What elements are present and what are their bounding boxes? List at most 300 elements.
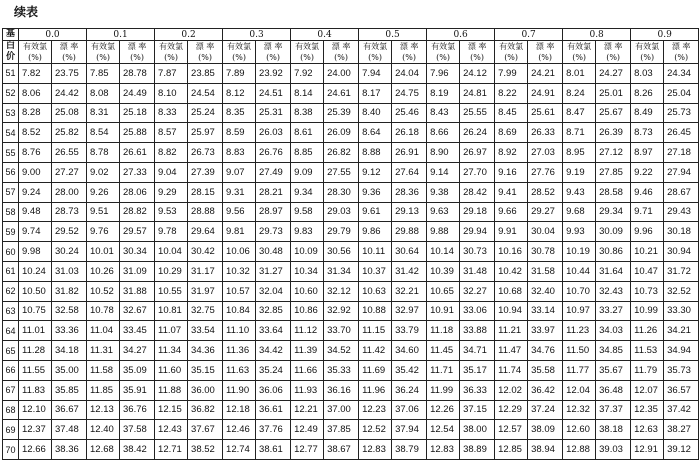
bleach-rate-cell: 27.27 xyxy=(52,162,87,182)
bleach-rate-cell: 33.88 xyxy=(460,321,495,341)
bleach-rate-cell: 34.18 xyxy=(52,341,87,361)
bleach-rate-cell: 24.21 xyxy=(528,64,563,84)
base-value-cell: 52 xyxy=(3,83,19,103)
table-body xyxy=(3,64,699,460)
bleach-rate-cell: 28.21 xyxy=(256,182,291,202)
effective-chlorine-cell: 9.96 xyxy=(631,222,664,242)
bleach-rate-cell: 32.40 xyxy=(528,281,563,301)
base-header-bottom xyxy=(3,41,19,64)
bleach-rate-cell: 28.30 xyxy=(324,182,359,202)
bleach-rate-cell: 38.67 xyxy=(324,440,359,460)
base-header-top: 基 xyxy=(3,29,19,41)
unit-label: (%) xyxy=(674,53,689,62)
bleach-rate-cell: 33.45 xyxy=(120,321,155,341)
unit-label: (%) xyxy=(232,53,246,62)
effective-chlorine-cell: 10.91 xyxy=(427,301,460,321)
bleach-rate-cell: 25.04 xyxy=(664,83,699,103)
bleach-rate-cell: 35.85 xyxy=(52,380,87,400)
bleach-rate-cell: 39.12 xyxy=(664,440,699,460)
effective-chlorine-cell: 11.71 xyxy=(427,360,460,380)
bleach-rate-cell: 32.52 xyxy=(664,281,699,301)
effective-chlorine-cell: 11.88 xyxy=(155,380,188,400)
bleach-rate-cell: 31.09 xyxy=(120,261,155,281)
effective-chlorine-cell: 11.07 xyxy=(155,321,188,341)
bleach-rate-cell: 27.94 xyxy=(664,162,699,182)
effective-chlorine-cell: 7.87 xyxy=(155,64,188,84)
bleach-rate-cell: 32.97 xyxy=(392,301,427,321)
table-row xyxy=(3,162,699,182)
group-header: 0.1 xyxy=(87,29,155,41)
effective-chlorine-cell: 10.55 xyxy=(155,281,188,301)
effective-chlorine-cell: 10.97 xyxy=(563,301,596,321)
unit-label: (%) xyxy=(504,53,519,62)
bleach-rate-cell: 32.21 xyxy=(392,281,427,301)
bleach-rate-cell: 35.33 xyxy=(324,360,359,380)
effective-chlorine-cell: 9.29 xyxy=(155,182,188,202)
effective-chlorine-cell: 11.31 xyxy=(87,341,120,361)
effective-chlorine-cell: 8.83 xyxy=(223,143,256,163)
bleach-rate-cell: 24.04 xyxy=(392,64,427,84)
bleach-rate-cell: 24.81 xyxy=(460,83,495,103)
effective-chlorine-cell: 10.86 xyxy=(291,301,324,321)
bleach-rate-cell: 35.67 xyxy=(596,360,631,380)
effective-chlorine-cell: 9.34 xyxy=(291,182,324,202)
effective-chlorine-cell: 11.10 xyxy=(223,321,256,341)
effective-chlorine-cell: 8.73 xyxy=(631,123,664,143)
effective-chlorine-cell: 8.12 xyxy=(223,83,256,103)
bleach-rate-cell: 29.03 xyxy=(324,202,359,222)
effective-chlorine-cell: 10.19 xyxy=(563,242,596,262)
effective-chlorine-cell: 8.19 xyxy=(427,83,460,103)
effective-chlorine-cell: 9.66 xyxy=(495,202,528,222)
bleach-rate-cell: 38.42 xyxy=(120,440,155,460)
bleach-rate-cell: 26.03 xyxy=(256,123,291,143)
bleach-rate-cell: 26.97 xyxy=(460,143,495,163)
base-value-cell: 58 xyxy=(3,202,19,222)
effective-chlorine-cell: 8.38 xyxy=(291,103,324,123)
effective-chlorine-label: 有效氯 xyxy=(635,42,660,51)
effective-chlorine-label: 有效氯 xyxy=(91,42,116,51)
table-row xyxy=(3,83,699,103)
effective-chlorine-cell: 10.04 xyxy=(155,242,188,262)
table-row xyxy=(3,301,699,321)
bleach-rate-cell: 32.92 xyxy=(324,301,359,321)
bleach-rate-cell: 31.42 xyxy=(392,261,427,281)
bleach-rate-cell: 37.85 xyxy=(324,420,359,440)
table-row xyxy=(3,123,699,143)
bleach-rate-cell: 35.24 xyxy=(256,360,291,380)
table-row xyxy=(3,321,699,341)
effective-chlorine-cell: 9.74 xyxy=(19,222,52,242)
bleach-rate-cell: 25.08 xyxy=(52,103,87,123)
bleach-rate-cell: 29.52 xyxy=(52,222,87,242)
base-value-cell: 53 xyxy=(3,103,19,123)
bleach-rate-cell: 35.42 xyxy=(392,360,427,380)
effective-chlorine-cell: 10.39 xyxy=(427,261,460,281)
effective-chlorine-label: 有效氯 xyxy=(431,42,456,51)
effective-chlorine-cell: 9.88 xyxy=(427,222,460,242)
effective-chlorine-cell: 9.09 xyxy=(291,162,324,182)
effective-chlorine-header xyxy=(223,41,256,64)
effective-chlorine-cell: 8.01 xyxy=(563,64,596,84)
bleach-rate-cell: 38.79 xyxy=(392,440,427,460)
group-header: 0.8 xyxy=(563,29,631,41)
effective-chlorine-cell: 9.19 xyxy=(563,162,596,182)
bleach-rate-cell: 38.36 xyxy=(52,440,87,460)
base-value-cell: 61 xyxy=(3,261,19,281)
bleach-rate-cell: 28.82 xyxy=(120,202,155,222)
effective-chlorine-cell: 10.65 xyxy=(427,281,460,301)
effective-chlorine-cell: 11.99 xyxy=(427,380,460,400)
base-value-cell: 55 xyxy=(3,143,19,163)
bleach-rate-cell: 36.16 xyxy=(324,380,359,400)
bleach-rate-cell: 36.24 xyxy=(392,380,427,400)
bleach-rate-cell: 29.13 xyxy=(392,202,427,222)
effective-chlorine-cell: 8.52 xyxy=(19,123,52,143)
bleach-rate-cell: 31.64 xyxy=(596,261,631,281)
bleach-rate-cell: 37.42 xyxy=(664,400,699,420)
effective-chlorine-cell: 10.37 xyxy=(359,261,392,281)
bleach-rate-cell: 27.33 xyxy=(120,162,155,182)
bleach-rate-cell: 30.78 xyxy=(528,242,563,262)
table-row xyxy=(3,360,699,380)
group-header: 0.3 xyxy=(223,29,291,41)
bleach-rate-cell: 34.71 xyxy=(460,341,495,361)
bleach-rate-cell: 25.82 xyxy=(52,123,87,143)
bleach-rate-cell: 28.67 xyxy=(664,182,699,202)
bleach-rate-cell: 23.92 xyxy=(256,64,291,84)
effective-chlorine-header xyxy=(563,41,596,64)
group-header-row xyxy=(3,29,699,41)
effective-chlorine-label: 有效氯 xyxy=(567,42,592,51)
table-row xyxy=(3,341,699,361)
bleach-rate-cell: 29.57 xyxy=(120,222,155,242)
bleach-rate-cell: 30.48 xyxy=(256,242,291,262)
table-row xyxy=(3,64,699,84)
effective-chlorine-cell: 7.92 xyxy=(291,64,324,84)
effective-chlorine-cell: 8.95 xyxy=(563,143,596,163)
effective-chlorine-cell: 12.83 xyxy=(359,440,392,460)
effective-chlorine-cell: 12.49 xyxy=(291,420,324,440)
effective-chlorine-cell: 9.12 xyxy=(359,162,392,182)
effective-chlorine-cell: 12.68 xyxy=(87,440,120,460)
effective-chlorine-cell: 10.68 xyxy=(495,281,528,301)
table-row xyxy=(3,261,699,281)
bleach-rate-cell: 34.94 xyxy=(664,341,699,361)
effective-chlorine-cell: 10.14 xyxy=(427,242,460,262)
bleach-rate-cell: 24.12 xyxy=(460,64,495,84)
table-row xyxy=(3,281,699,301)
bleach-rate-cell: 29.73 xyxy=(256,222,291,242)
effective-chlorine-cell: 11.74 xyxy=(495,360,528,380)
effective-chlorine-cell: 12.54 xyxy=(427,420,460,440)
bleach-rate-cell: 25.01 xyxy=(596,83,631,103)
effective-chlorine-cell: 12.77 xyxy=(291,440,324,460)
bleach-rate-cell: 38.89 xyxy=(460,440,495,460)
effective-chlorine-cell: 10.32 xyxy=(223,261,256,281)
bleach-rate-label: 漂 率 xyxy=(467,42,487,51)
unit-label: (%) xyxy=(368,53,382,62)
effective-chlorine-cell: 8.66 xyxy=(427,123,460,143)
effective-chlorine-cell: 12.63 xyxy=(631,420,664,440)
bleach-rate-cell: 29.79 xyxy=(324,222,359,242)
effective-chlorine-cell: 9.83 xyxy=(291,222,324,242)
bleach-rate-cell: 28.00 xyxy=(52,182,87,202)
effective-chlorine-cell: 8.92 xyxy=(495,143,528,163)
effective-chlorine-cell: 8.97 xyxy=(631,143,664,163)
bleach-rate-cell: 38.09 xyxy=(528,420,563,440)
base-value-cell: 51 xyxy=(3,64,19,84)
effective-chlorine-cell: 7.89 xyxy=(223,64,256,84)
bleach-rate-label: 漂 率 xyxy=(535,42,555,51)
bleach-rate-cell: 29.27 xyxy=(528,202,563,222)
effective-chlorine-cell: 11.45 xyxy=(427,341,460,361)
bleach-rate-cell: 37.94 xyxy=(392,420,427,440)
bleach-rate-label: 漂 率 xyxy=(331,42,351,51)
bleach-rate-cell: 27.55 xyxy=(324,162,359,182)
base-value-cell: 67 xyxy=(3,380,19,400)
bleach-rate-cell: 31.72 xyxy=(664,261,699,281)
effective-chlorine-cell: 11.42 xyxy=(359,341,392,361)
effective-chlorine-cell: 12.40 xyxy=(87,420,120,440)
effective-chlorine-cell: 11.60 xyxy=(155,360,188,380)
effective-chlorine-cell: 12.46 xyxy=(223,420,256,440)
bleach-rate-cell: 37.06 xyxy=(392,400,427,420)
effective-chlorine-cell: 12.52 xyxy=(359,420,392,440)
effective-chlorine-cell: 8.61 xyxy=(291,123,324,143)
bleach-rate-cell: 28.78 xyxy=(120,64,155,84)
bleach-rate-cell: 24.34 xyxy=(664,64,699,84)
effective-chlorine-cell: 10.75 xyxy=(19,301,52,321)
effective-chlorine-cell: 8.82 xyxy=(155,143,188,163)
bleach-rate-cell: 31.58 xyxy=(528,261,563,281)
effective-chlorine-cell: 10.09 xyxy=(291,242,324,262)
group-header: 0.9 xyxy=(631,29,699,41)
bleach-rate-cell: 31.97 xyxy=(188,281,223,301)
effective-chlorine-cell: 8.31 xyxy=(87,103,120,123)
bleach-rate-cell: 25.97 xyxy=(188,123,223,143)
bleach-rate-cell: 27.70 xyxy=(460,162,495,182)
effective-chlorine-cell: 11.47 xyxy=(495,341,528,361)
effective-chlorine-cell: 10.70 xyxy=(563,281,596,301)
bleach-rate-cell: 30.86 xyxy=(596,242,631,262)
bleach-rate-cell: 24.91 xyxy=(528,83,563,103)
effective-chlorine-cell: 12.85 xyxy=(495,440,528,460)
base-value-cell: 59 xyxy=(3,222,19,242)
effective-chlorine-cell: 12.35 xyxy=(631,400,664,420)
effective-chlorine-cell: 12.66 xyxy=(19,440,52,460)
bleach-rate-cell: 28.36 xyxy=(392,182,427,202)
base-value-cell: 64 xyxy=(3,321,19,341)
effective-chlorine-cell: 12.43 xyxy=(155,420,188,440)
bleach-rate-cell: 24.49 xyxy=(120,83,155,103)
bleach-rate-label: 漂 率 xyxy=(59,42,79,51)
effective-chlorine-cell: 10.63 xyxy=(359,281,392,301)
bleach-rate-cell: 29.18 xyxy=(460,202,495,222)
effective-chlorine-cell: 12.07 xyxy=(631,380,664,400)
bleach-rate-cell: 25.67 xyxy=(596,103,631,123)
bleach-rate-cell: 34.52 xyxy=(324,341,359,361)
base-value-cell: 60 xyxy=(3,242,19,262)
effective-chlorine-cell: 10.52 xyxy=(87,281,120,301)
effective-chlorine-cell: 7.94 xyxy=(359,64,392,84)
effective-chlorine-cell: 10.16 xyxy=(495,242,528,262)
effective-chlorine-cell: 10.73 xyxy=(631,281,664,301)
bleach-rate-cell: 38.00 xyxy=(460,420,495,440)
bleach-rate-cell: 30.34 xyxy=(120,242,155,262)
effective-chlorine-cell: 8.64 xyxy=(359,123,392,143)
bleach-rate-cell: 33.79 xyxy=(392,321,427,341)
bleach-rate-cell: 25.61 xyxy=(528,103,563,123)
effective-chlorine-cell: 10.34 xyxy=(291,261,324,281)
bleach-rate-cell: 31.88 xyxy=(120,281,155,301)
effective-chlorine-cell: 9.22 xyxy=(631,162,664,182)
bleach-rate-cell: 32.04 xyxy=(256,281,291,301)
bleach-rate-header xyxy=(52,41,87,64)
unit-label: (%) xyxy=(470,53,485,62)
bleach-rate-cell: 30.04 xyxy=(528,222,563,242)
bleach-rate-cell: 28.97 xyxy=(256,202,291,222)
bleach-rate-label: 漂 率 xyxy=(195,42,215,51)
bleach-rate-cell: 27.49 xyxy=(256,162,291,182)
unit-label: (%) xyxy=(606,53,621,62)
effective-chlorine-cell: 10.88 xyxy=(359,301,392,321)
effective-chlorine-cell: 12.18 xyxy=(223,400,256,420)
bleach-rate-cell: 24.27 xyxy=(596,64,631,84)
effective-chlorine-cell: 11.83 xyxy=(19,380,52,400)
bleach-rate-cell: 33.36 xyxy=(52,321,87,341)
effective-chlorine-cell: 9.76 xyxy=(87,222,120,242)
effective-chlorine-cell: 10.47 xyxy=(631,261,664,281)
effective-chlorine-cell: 9.53 xyxy=(155,202,188,222)
effective-chlorine-cell: 8.54 xyxy=(87,123,120,143)
effective-chlorine-cell: 11.18 xyxy=(427,321,460,341)
unit-label: (%) xyxy=(28,53,42,62)
bleach-rate-cell: 26.39 xyxy=(596,123,631,143)
bleach-rate-cell: 25.73 xyxy=(664,103,699,123)
effective-chlorine-cell: 8.85 xyxy=(291,143,324,163)
bleach-rate-cell: 27.76 xyxy=(528,162,563,182)
effective-chlorine-cell: 11.26 xyxy=(631,321,664,341)
bleach-rate-cell: 31.17 xyxy=(188,261,223,281)
base-value-cell: 54 xyxy=(3,123,19,143)
unit-label: (%) xyxy=(402,53,416,62)
group-header: 0.5 xyxy=(359,29,427,41)
bleach-rate-cell: 33.54 xyxy=(188,321,223,341)
effective-chlorine-cell: 9.04 xyxy=(155,162,188,182)
bleach-rate-cell: 29.43 xyxy=(664,202,699,222)
effective-chlorine-cell: 9.48 xyxy=(19,202,52,222)
effective-chlorine-cell: 11.69 xyxy=(359,360,392,380)
unit-label: (%) xyxy=(334,53,348,62)
bleach-rate-header xyxy=(528,41,563,64)
effective-chlorine-cell: 10.11 xyxy=(359,242,392,262)
bleach-rate-cell: 33.30 xyxy=(664,301,699,321)
bleach-rate-cell: 29.94 xyxy=(460,222,495,242)
table-row xyxy=(3,400,699,420)
bleach-rate-cell: 38.18 xyxy=(596,420,631,440)
effective-chlorine-cell: 8.22 xyxy=(495,83,528,103)
bleach-rate-cell: 36.76 xyxy=(120,400,155,420)
effective-chlorine-cell: 7.85 xyxy=(87,64,120,84)
bleach-rate-cell: 25.55 xyxy=(460,103,495,123)
effective-chlorine-cell: 9.36 xyxy=(359,182,392,202)
effective-chlorine-header xyxy=(495,41,528,64)
effective-chlorine-cell: 12.91 xyxy=(631,440,664,460)
base-value-cell: 56 xyxy=(3,162,19,182)
bleach-rate-cell: 30.56 xyxy=(324,242,359,262)
effective-chlorine-cell: 10.44 xyxy=(563,261,596,281)
effective-chlorine-cell: 9.93 xyxy=(563,222,596,242)
effective-chlorine-cell: 9.38 xyxy=(427,182,460,202)
effective-chlorine-cell: 11.53 xyxy=(631,341,664,361)
effective-chlorine-cell: 10.60 xyxy=(291,281,324,301)
bleach-rate-cell: 28.58 xyxy=(596,182,631,202)
effective-chlorine-cell: 9.41 xyxy=(495,182,528,202)
bleach-rate-cell: 23.85 xyxy=(188,64,223,84)
table-row xyxy=(3,440,699,460)
bleach-rate-cell: 34.42 xyxy=(256,341,291,361)
effective-chlorine-header xyxy=(359,41,392,64)
unit-label: (%) xyxy=(436,53,451,62)
unit-label: (%) xyxy=(198,53,212,62)
bleach-rate-cell: 36.33 xyxy=(460,380,495,400)
effective-chlorine-cell: 10.42 xyxy=(495,261,528,281)
base-value-cell: 57 xyxy=(3,182,19,202)
effective-chlorine-label: 有效氯 xyxy=(499,42,524,51)
bleach-chlorine-table xyxy=(2,28,699,460)
bleach-rate-cell: 38.27 xyxy=(664,420,699,440)
unit-label: (%) xyxy=(130,53,144,62)
effective-chlorine-cell: 12.13 xyxy=(87,400,120,420)
unit-label: (%) xyxy=(538,53,553,62)
effective-chlorine-cell: 12.37 xyxy=(19,420,52,440)
bleach-rate-cell: 34.03 xyxy=(596,321,631,341)
bleach-rate-cell: 31.34 xyxy=(324,261,359,281)
bleach-rate-label: 漂 率 xyxy=(263,42,283,51)
bleach-rate-header xyxy=(664,41,699,64)
bleach-rate-cell: 25.46 xyxy=(392,103,427,123)
effective-chlorine-cell: 10.26 xyxy=(87,261,120,281)
bleach-rate-cell: 35.09 xyxy=(120,360,155,380)
effective-chlorine-cell: 12.29 xyxy=(495,400,528,420)
bleach-rate-cell: 26.73 xyxy=(188,143,223,163)
effective-chlorine-cell: 8.57 xyxy=(155,123,188,143)
effective-chlorine-cell: 8.88 xyxy=(359,143,392,163)
bleach-rate-cell: 24.51 xyxy=(256,83,291,103)
effective-chlorine-cell: 12.26 xyxy=(427,400,460,420)
bleach-rate-cell: 32.67 xyxy=(120,301,155,321)
effective-chlorine-cell: 12.04 xyxy=(563,380,596,400)
table-caption: 续表 xyxy=(14,5,39,19)
bleach-rate-cell: 37.15 xyxy=(460,400,495,420)
bleach-rate-cell: 30.73 xyxy=(460,242,495,262)
base-header-mid-char: 白 xyxy=(5,41,15,51)
table-row xyxy=(3,103,699,123)
effective-chlorine-cell: 9.26 xyxy=(87,182,120,202)
bleach-rate-cell: 25.88 xyxy=(120,123,155,143)
bleach-rate-header xyxy=(120,41,155,64)
bleach-rate-cell: 37.24 xyxy=(528,400,563,420)
bleach-rate-cell: 27.03 xyxy=(528,143,563,163)
bleach-rate-cell: 25.24 xyxy=(188,103,223,123)
bleach-rate-cell: 26.45 xyxy=(664,123,699,143)
effective-chlorine-cell: 8.78 xyxy=(87,143,120,163)
bleach-rate-cell: 26.61 xyxy=(120,143,155,163)
effective-chlorine-cell: 12.83 xyxy=(427,440,460,460)
bleach-rate-cell: 34.76 xyxy=(528,341,563,361)
effective-chlorine-cell: 8.03 xyxy=(631,64,664,84)
